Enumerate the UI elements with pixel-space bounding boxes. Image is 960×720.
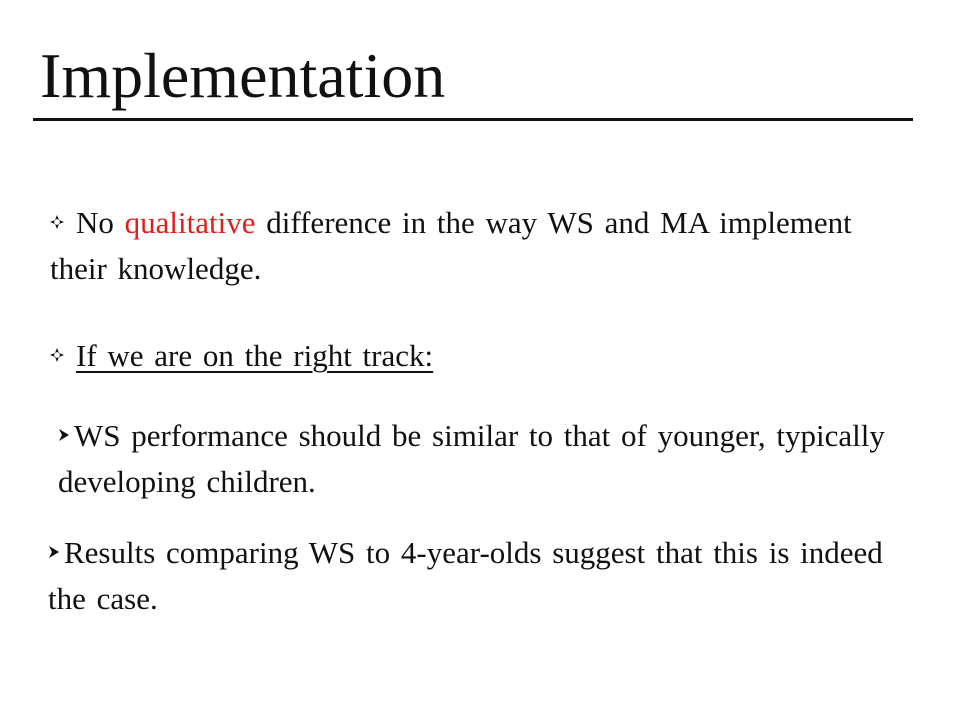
bullet-point-2 — [50, 333, 880, 379]
bullet-1-highlight: qualitative — [124, 205, 256, 240]
bullet-1-text-end: difference in the way WS and MA implement their knowledge. — [50, 205, 852, 286]
arrow-bullet-icon — [58, 428, 70, 442]
sub-bullet-2-text: Results comparing WS to 4-year-olds suggest that this is indeed the case. — [48, 535, 883, 616]
diamond-bullet-icon — [50, 348, 64, 362]
sub-bullet-point-1 — [58, 413, 918, 505]
bullet-2-text: If we are on the right track: — [76, 338, 434, 373]
bullet-1-text-start: No — [76, 205, 125, 240]
sub-bullet-1-text: WS performance should be similar to that of younger, typically developing children. — [58, 418, 885, 499]
slide-title: Implementation — [40, 40, 446, 111]
bullet-point-1 — [50, 200, 880, 292]
arrow-bullet-icon — [48, 545, 60, 559]
title-divider — [33, 118, 913, 121]
diamond-bullet-icon — [50, 215, 64, 229]
sub-bullet-point-2 — [48, 530, 908, 622]
